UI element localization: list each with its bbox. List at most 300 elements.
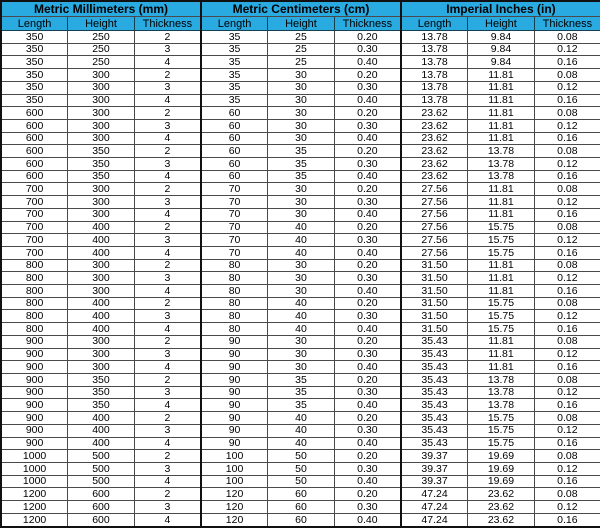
- cell: 900: [1, 348, 68, 361]
- cell: 0.40: [334, 94, 401, 107]
- cell: 35: [201, 31, 268, 44]
- cell: 31.50: [401, 323, 468, 336]
- cell: 0.12: [534, 310, 600, 323]
- table-row: [1, 450, 600, 463]
- cell: 350: [68, 158, 135, 171]
- cell: 900: [1, 412, 68, 425]
- cell: 350: [1, 31, 68, 44]
- cell: 47.24: [401, 513, 468, 527]
- cell: 350: [68, 399, 135, 412]
- cell: 35.43: [401, 335, 468, 348]
- cell: 80: [201, 285, 268, 298]
- group-header-metric-cm: Metric Centimeters (cm): [201, 1, 401, 17]
- cell: 19.69: [468, 475, 535, 488]
- cell: 250: [68, 31, 135, 44]
- table-row: [1, 335, 600, 348]
- cell: 70: [201, 196, 268, 209]
- cell: 30: [268, 335, 335, 348]
- table-row: [1, 361, 600, 374]
- cell: 0.16: [534, 361, 600, 374]
- cell: 350: [68, 386, 135, 399]
- cell: 0.40: [334, 361, 401, 374]
- cell: 25: [268, 43, 335, 56]
- cell: 35: [268, 145, 335, 158]
- cell: 400: [68, 221, 135, 234]
- cell: 35.43: [401, 348, 468, 361]
- cell: 60: [268, 488, 335, 501]
- cell: 0.40: [334, 56, 401, 69]
- cell: 4: [134, 285, 201, 298]
- cell: 11.81: [468, 183, 535, 196]
- cell: 0.12: [534, 462, 600, 475]
- cell: 600: [1, 132, 68, 145]
- cell: 1200: [1, 488, 68, 501]
- cell: 11.81: [468, 132, 535, 145]
- cell: 3: [134, 158, 201, 171]
- cell: 800: [1, 272, 68, 285]
- cell: 350: [1, 56, 68, 69]
- table-row: [1, 424, 600, 437]
- cell: 0.30: [334, 501, 401, 514]
- table-row: [1, 183, 600, 196]
- cell: 60: [201, 107, 268, 120]
- cell: 35: [201, 94, 268, 107]
- cell: 2: [134, 488, 201, 501]
- cell: 30: [268, 94, 335, 107]
- cell: 35: [268, 399, 335, 412]
- cell: 15.75: [468, 234, 535, 247]
- group-header-row: [1, 1, 600, 17]
- cell: 39.37: [401, 462, 468, 475]
- table-row: [1, 488, 600, 501]
- cell: 2: [134, 31, 201, 44]
- cell: 15.75: [468, 437, 535, 450]
- cell: 700: [1, 246, 68, 259]
- cell: 0.12: [534, 386, 600, 399]
- cell: 0.40: [334, 208, 401, 221]
- cell: 4: [134, 437, 201, 450]
- cell: 13.78: [401, 81, 468, 94]
- cell: 500: [68, 462, 135, 475]
- cell: 0.30: [334, 272, 401, 285]
- cell: 300: [68, 348, 135, 361]
- table-row: [1, 412, 600, 425]
- cell: 80: [201, 297, 268, 310]
- cell: 100: [201, 462, 268, 475]
- cell: 0.40: [334, 285, 401, 298]
- cell: 90: [201, 412, 268, 425]
- cell: 900: [1, 361, 68, 374]
- cell: 0.16: [534, 475, 600, 488]
- cell: 30: [268, 348, 335, 361]
- table-row: [1, 399, 600, 412]
- cell: 0.40: [334, 132, 401, 145]
- cell: 700: [1, 196, 68, 209]
- cell: 90: [201, 361, 268, 374]
- column-header: Thickness: [534, 17, 600, 31]
- cell: 30: [268, 119, 335, 132]
- cell: 500: [68, 450, 135, 463]
- cell: 15.75: [468, 246, 535, 259]
- cell: 35: [201, 81, 268, 94]
- cell: 4: [134, 94, 201, 107]
- cell: 300: [68, 208, 135, 221]
- column-header: Length: [201, 17, 268, 31]
- cell: 31.50: [401, 297, 468, 310]
- cell: 700: [1, 183, 68, 196]
- cell: 40: [268, 246, 335, 259]
- cell: 400: [68, 412, 135, 425]
- cell: 300: [68, 107, 135, 120]
- cell: 47.24: [401, 488, 468, 501]
- column-header: Length: [1, 17, 68, 31]
- cell: 0.12: [534, 234, 600, 247]
- cell: 1200: [1, 513, 68, 527]
- cell: 120: [201, 488, 268, 501]
- cell: 0.20: [334, 297, 401, 310]
- cell: 4: [134, 513, 201, 527]
- cell: 13.78: [401, 69, 468, 82]
- cell: 60: [201, 119, 268, 132]
- cell: 3: [134, 501, 201, 514]
- cell: 0.08: [534, 488, 600, 501]
- cell: 35.43: [401, 361, 468, 374]
- cell: 23.62: [401, 119, 468, 132]
- cell: 80: [201, 272, 268, 285]
- table-row: [1, 386, 600, 399]
- cell: 0.30: [334, 462, 401, 475]
- cell: 2: [134, 450, 201, 463]
- cell: 50: [268, 450, 335, 463]
- cell: 25: [268, 31, 335, 44]
- cell: 0.12: [534, 43, 600, 56]
- cell: 60: [201, 145, 268, 158]
- cell: 300: [68, 81, 135, 94]
- cell: 0.20: [334, 183, 401, 196]
- cell: 600: [68, 513, 135, 527]
- cell: 15.75: [468, 412, 535, 425]
- cell: 4: [134, 208, 201, 221]
- cell: 800: [1, 297, 68, 310]
- cell: 31.50: [401, 259, 468, 272]
- cell: 3: [134, 119, 201, 132]
- cell: 0.30: [334, 424, 401, 437]
- cell: 3: [134, 81, 201, 94]
- cell: 0.16: [534, 94, 600, 107]
- cell: 80: [201, 310, 268, 323]
- cell: 0.30: [334, 158, 401, 171]
- cell: 2: [134, 183, 201, 196]
- cell: 70: [201, 183, 268, 196]
- cell: 35: [201, 56, 268, 69]
- cell: 4: [134, 170, 201, 183]
- cell: 350: [68, 373, 135, 386]
- cell: 35: [268, 373, 335, 386]
- cell: 2: [134, 373, 201, 386]
- cell: 300: [68, 361, 135, 374]
- cell: 100: [201, 475, 268, 488]
- cell: 13.78: [468, 158, 535, 171]
- table-row: [1, 259, 600, 272]
- cell: 1200: [1, 501, 68, 514]
- table-row: [1, 462, 600, 475]
- cell: 0.20: [334, 450, 401, 463]
- cell: 600: [1, 119, 68, 132]
- cell: 0.08: [534, 259, 600, 272]
- table-row: [1, 272, 600, 285]
- cell: 13.78: [468, 373, 535, 386]
- cell: 15.75: [468, 310, 535, 323]
- cell: 0.12: [534, 348, 600, 361]
- cell: 600: [68, 501, 135, 514]
- cell: 31.50: [401, 272, 468, 285]
- cell: 0.08: [534, 183, 600, 196]
- cell: 30: [268, 196, 335, 209]
- cell: 0.20: [334, 221, 401, 234]
- cell: 900: [1, 399, 68, 412]
- cell: 0.08: [534, 412, 600, 425]
- cell: 0.40: [334, 437, 401, 450]
- cell: 11.81: [468, 119, 535, 132]
- cell: 0.16: [534, 513, 600, 527]
- cell: 11.81: [468, 348, 535, 361]
- cell: 35.43: [401, 437, 468, 450]
- cell: 13.78: [401, 31, 468, 44]
- cell: 800: [1, 259, 68, 272]
- column-header: Thickness: [134, 17, 201, 31]
- cell: 400: [68, 310, 135, 323]
- cell: 23.62: [401, 158, 468, 171]
- cell: 90: [201, 348, 268, 361]
- cell: 4: [134, 361, 201, 374]
- cell: 30: [268, 183, 335, 196]
- cell: 0.08: [534, 145, 600, 158]
- column-header: Length: [401, 17, 468, 31]
- cell: 400: [68, 297, 135, 310]
- cell: 0.12: [534, 501, 600, 514]
- cell: 11.81: [468, 259, 535, 272]
- cell: 11.81: [468, 81, 535, 94]
- cell: 0.30: [334, 43, 401, 56]
- cell: 0.20: [334, 335, 401, 348]
- cell: 30: [268, 259, 335, 272]
- cell: 27.56: [401, 183, 468, 196]
- table-row: [1, 513, 600, 527]
- cell: 0.08: [534, 297, 600, 310]
- cell: 11.81: [468, 272, 535, 285]
- cell: 800: [1, 323, 68, 336]
- cell: 2: [134, 69, 201, 82]
- cell: 60: [201, 132, 268, 145]
- column-header-row: [1, 17, 600, 31]
- cell: 500: [68, 475, 135, 488]
- cell: 15.75: [468, 221, 535, 234]
- cell: 11.81: [468, 208, 535, 221]
- cell: 30: [268, 208, 335, 221]
- cell: 120: [201, 501, 268, 514]
- cell: 0.08: [534, 450, 600, 463]
- cell: 0.40: [334, 170, 401, 183]
- cell: 13.78: [401, 94, 468, 107]
- cell: 35.43: [401, 399, 468, 412]
- cell: 0.12: [534, 272, 600, 285]
- cell: 4: [134, 475, 201, 488]
- cell: 15.75: [468, 297, 535, 310]
- cell: 13.78: [468, 170, 535, 183]
- cell: 300: [68, 132, 135, 145]
- table-row: [1, 348, 600, 361]
- cell: 0.40: [334, 513, 401, 527]
- cell: 900: [1, 424, 68, 437]
- cell: 50: [268, 462, 335, 475]
- cell: 350: [1, 81, 68, 94]
- group-header-imperial-in: Imperial Inches (in): [401, 1, 600, 17]
- cell: 23.62: [401, 170, 468, 183]
- cell: 0.12: [534, 158, 600, 171]
- cell: 300: [68, 335, 135, 348]
- cell: 30: [268, 69, 335, 82]
- cell: 400: [68, 323, 135, 336]
- cell: 50: [268, 475, 335, 488]
- cell: 19.69: [468, 450, 535, 463]
- cell: 2: [134, 297, 201, 310]
- cell: 35.43: [401, 424, 468, 437]
- cell: 2: [134, 259, 201, 272]
- column-header: Height: [68, 17, 135, 31]
- cell: 30: [268, 107, 335, 120]
- cell: 0.16: [534, 437, 600, 450]
- group-header-metric-mm: Metric Millimeters (mm): [1, 1, 201, 17]
- cell: 350: [68, 170, 135, 183]
- cell: 1000: [1, 475, 68, 488]
- cell: 900: [1, 437, 68, 450]
- table-row: [1, 297, 600, 310]
- cell: 4: [134, 246, 201, 259]
- cell: 4: [134, 399, 201, 412]
- cell: 11.81: [468, 94, 535, 107]
- cell: 0.16: [534, 323, 600, 336]
- cell: 35.43: [401, 373, 468, 386]
- cell: 0.30: [334, 196, 401, 209]
- cell: 3: [134, 43, 201, 56]
- cell: 0.20: [334, 412, 401, 425]
- cell: 35.43: [401, 412, 468, 425]
- cell: 90: [201, 335, 268, 348]
- cell: 27.56: [401, 196, 468, 209]
- cell: 120: [201, 513, 268, 527]
- cell: 3: [134, 196, 201, 209]
- cell: 0.08: [534, 69, 600, 82]
- cell: 400: [68, 234, 135, 247]
- cell: 0.30: [334, 119, 401, 132]
- cell: 30: [268, 272, 335, 285]
- cell: 3: [134, 272, 201, 285]
- column-header: Height: [268, 17, 335, 31]
- cell: 47.24: [401, 501, 468, 514]
- cell: 900: [1, 373, 68, 386]
- cell: 0.30: [334, 348, 401, 361]
- cell: 30: [268, 132, 335, 145]
- cell: 11.81: [468, 107, 535, 120]
- cell: 3: [134, 424, 201, 437]
- cell: 3: [134, 310, 201, 323]
- cell: 600: [1, 158, 68, 171]
- table-row: [1, 246, 600, 259]
- cell: 30: [268, 81, 335, 94]
- table-row: [1, 107, 600, 120]
- cell: 70: [201, 246, 268, 259]
- cell: 11.81: [468, 196, 535, 209]
- cell: 0.16: [534, 285, 600, 298]
- cell: 11.81: [468, 69, 535, 82]
- cell: 300: [68, 183, 135, 196]
- cell: 2: [134, 107, 201, 120]
- table-row: [1, 56, 600, 69]
- cell: 15.75: [468, 424, 535, 437]
- cell: 4: [134, 323, 201, 336]
- cell: 700: [1, 221, 68, 234]
- cell: 800: [1, 310, 68, 323]
- cell: 60: [268, 501, 335, 514]
- table-body: [1, 31, 600, 528]
- cell: 600: [1, 170, 68, 183]
- cell: 0.16: [534, 399, 600, 412]
- cell: 40: [268, 297, 335, 310]
- cell: 11.81: [468, 335, 535, 348]
- cell: 250: [68, 43, 135, 56]
- cell: 0.40: [334, 399, 401, 412]
- cell: 13.78: [401, 56, 468, 69]
- cell: 9.84: [468, 31, 535, 44]
- cell: 70: [201, 208, 268, 221]
- cell: 300: [68, 196, 135, 209]
- cell: 100: [201, 450, 268, 463]
- cell: 90: [201, 437, 268, 450]
- cell: 13.78: [468, 145, 535, 158]
- table-row: [1, 285, 600, 298]
- cell: 0.12: [534, 424, 600, 437]
- cell: 300: [68, 285, 135, 298]
- cell: 35: [268, 170, 335, 183]
- cell: 900: [1, 386, 68, 399]
- cell: 400: [68, 424, 135, 437]
- cell: 40: [268, 310, 335, 323]
- cell: 0.30: [334, 310, 401, 323]
- cell: 19.69: [468, 462, 535, 475]
- cell: 0.40: [334, 475, 401, 488]
- table-row: [1, 158, 600, 171]
- cell: 0.30: [334, 81, 401, 94]
- cell: 0.16: [534, 246, 600, 259]
- cell: 27.56: [401, 246, 468, 259]
- cell: 13.78: [401, 43, 468, 56]
- table-row: [1, 373, 600, 386]
- cell: 70: [201, 234, 268, 247]
- cell: 0.30: [334, 386, 401, 399]
- cell: 39.37: [401, 475, 468, 488]
- cell: 2: [134, 412, 201, 425]
- column-header: Height: [468, 17, 535, 31]
- cell: 23.62: [468, 488, 535, 501]
- cell: 23.62: [468, 513, 535, 527]
- cell: 90: [201, 399, 268, 412]
- cell: 0.12: [534, 196, 600, 209]
- cell: 350: [1, 94, 68, 107]
- cell: 300: [68, 272, 135, 285]
- table-row: [1, 145, 600, 158]
- cell: 0.30: [334, 234, 401, 247]
- cell: 40: [268, 424, 335, 437]
